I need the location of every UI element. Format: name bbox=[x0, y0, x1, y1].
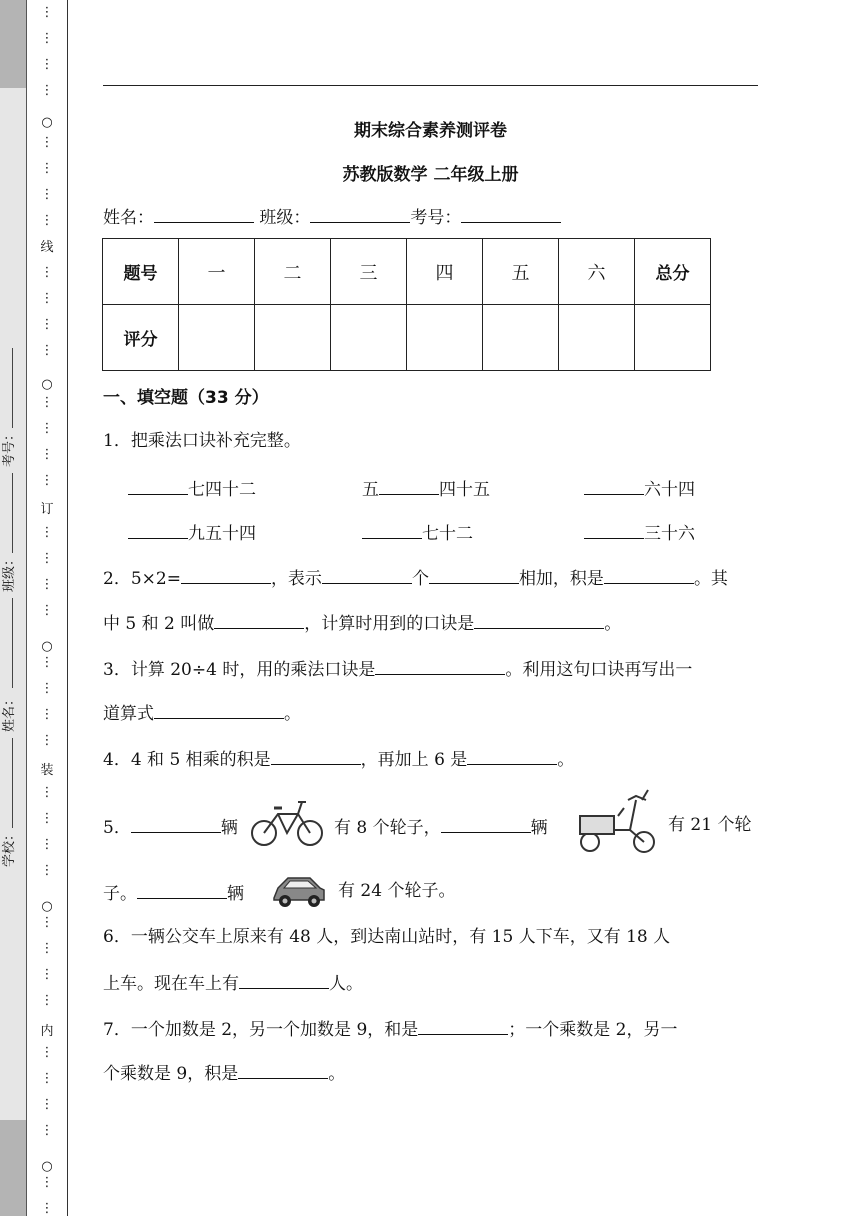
answer-blank[interactable] bbox=[604, 565, 694, 584]
seal-dots: ⋮ bbox=[40, 525, 54, 540]
seal-circle: ○ bbox=[41, 899, 53, 914]
seal-circle: ○ bbox=[41, 1159, 53, 1174]
seal-dots: ⋮ bbox=[40, 187, 54, 202]
q5-unit: 辆 bbox=[530, 818, 548, 838]
score-table-score-row bbox=[103, 305, 711, 371]
q2-text: 相加，积是 bbox=[518, 569, 604, 589]
class-blank[interactable] bbox=[310, 204, 410, 223]
question-1: 1．把乘法口诀补充完整。 bbox=[103, 431, 301, 451]
q7-text: 个乘数是 9，积是 bbox=[103, 1064, 239, 1084]
q2-text: 。 bbox=[604, 614, 622, 634]
exam-no-blank[interactable] bbox=[461, 204, 561, 223]
q5-unit: 辆 bbox=[227, 884, 244, 904]
question-5-part-5: 有 24 个轮子。 bbox=[338, 881, 456, 901]
seal-dots: ⋮ bbox=[40, 1097, 54, 1112]
seal-char-ding: 订 bbox=[40, 502, 54, 517]
seal-dots: ⋮ bbox=[40, 343, 54, 358]
answer-blank[interactable] bbox=[154, 700, 284, 719]
q6-text: 人。 bbox=[329, 974, 363, 994]
page-subtitle: 苏教版数学 二年级上册 bbox=[342, 165, 519, 185]
q1-item-text: 五 bbox=[362, 480, 379, 500]
seal-dots: ⋮ bbox=[40, 213, 54, 228]
seal-circle: ○ bbox=[41, 377, 53, 392]
score-row-label: 评分 bbox=[103, 305, 179, 371]
seal-dots: ⋮ bbox=[40, 967, 54, 982]
q2-text: ，计算时用到的口诀是 bbox=[304, 614, 475, 634]
q1-item-text: 六十四 bbox=[644, 480, 695, 500]
q1-item-1 bbox=[128, 476, 256, 501]
seal-dots: ⋮ bbox=[40, 941, 54, 956]
answer-blank[interactable] bbox=[474, 610, 604, 629]
q4-text: 4．4 和 5 相乘的积是 bbox=[103, 750, 271, 770]
seal-dots: ⋮ bbox=[40, 265, 54, 280]
binding-strip-bottom bbox=[0, 1120, 27, 1216]
binding-label-name: 姓名： bbox=[2, 692, 18, 733]
question-5-part-1 bbox=[103, 814, 238, 839]
seal-dots: ⋮ bbox=[40, 161, 54, 176]
question-3-line-1 bbox=[103, 656, 692, 681]
q5-text: 有 8 个轮子， bbox=[334, 818, 441, 838]
score-cell[interactable] bbox=[483, 305, 559, 371]
score-header-cell: 一 bbox=[179, 239, 255, 305]
score-header-cell: 题号 bbox=[103, 239, 179, 305]
question-5-part-3: 有 21 个轮 bbox=[668, 815, 752, 835]
name-blank[interactable] bbox=[154, 204, 254, 223]
binding-label-exam-no: 考号： bbox=[2, 427, 18, 468]
seal-dots: ⋮ bbox=[40, 577, 54, 592]
seal-circle: ○ bbox=[41, 115, 53, 130]
seal-dotted-line bbox=[36, 0, 58, 1216]
score-cell[interactable] bbox=[635, 305, 711, 371]
binding-line bbox=[12, 738, 13, 828]
q3-text: 3．计算 20÷4 时，用的乘法口诀是 bbox=[103, 660, 376, 680]
seal-dots: ⋮ bbox=[40, 1123, 54, 1138]
binding-label-class: 班级： bbox=[2, 552, 18, 593]
score-cell[interactable] bbox=[331, 305, 407, 371]
answer-blank[interactable] bbox=[379, 476, 439, 495]
seal-dots: ⋮ bbox=[40, 1045, 54, 1060]
name-label: 姓名： bbox=[103, 208, 154, 228]
section-title: 一、填空题（33 分） bbox=[103, 388, 269, 408]
q1-item-text: 七十二 bbox=[422, 524, 473, 544]
answer-blank[interactable] bbox=[418, 1016, 508, 1035]
answer-blank[interactable] bbox=[375, 656, 505, 675]
answer-blank[interactable] bbox=[271, 746, 361, 765]
q2-text: 中 5 和 2 叫做 bbox=[103, 614, 215, 634]
q1-item-text: 九五十四 bbox=[188, 524, 256, 544]
binding-strip-top bbox=[0, 0, 27, 88]
score-header-cell: 三 bbox=[331, 239, 407, 305]
question-7-line-2 bbox=[103, 1060, 345, 1085]
seal-dots: ⋮ bbox=[40, 811, 54, 826]
question-2-line-2 bbox=[103, 610, 621, 635]
q2-text: 个 bbox=[411, 569, 429, 589]
header-rule bbox=[103, 85, 758, 86]
q1-item-text: 三十六 bbox=[644, 524, 695, 544]
q2-text: 2．5×2= bbox=[103, 569, 181, 589]
q3-text: 。利用这句口诀再写出一 bbox=[505, 660, 693, 680]
answer-blank[interactable] bbox=[181, 565, 271, 584]
answer-blank[interactable] bbox=[238, 1060, 328, 1079]
seal-dots: ⋮ bbox=[40, 551, 54, 566]
seal-dots: ⋮ bbox=[40, 1071, 54, 1086]
score-table bbox=[102, 238, 711, 371]
answer-blank[interactable] bbox=[429, 565, 519, 584]
seal-dots: ⋮ bbox=[40, 681, 54, 696]
seal-dots: ⋮ bbox=[40, 1201, 54, 1216]
q3-text: 。 bbox=[284, 704, 301, 724]
seal-dots: ⋮ bbox=[40, 473, 54, 488]
seal-dots: ⋮ bbox=[40, 5, 54, 20]
car-icon bbox=[270, 870, 328, 912]
seal-dots: ⋮ bbox=[40, 655, 54, 670]
page-title: 期末综合素养测评卷 bbox=[354, 121, 507, 141]
seal-char-zhuang: 装 bbox=[40, 763, 54, 778]
tricycle-icon bbox=[574, 786, 660, 856]
q1-item-2 bbox=[362, 476, 490, 501]
q1-item-5 bbox=[362, 520, 473, 545]
q2-text: 。其 bbox=[693, 569, 728, 589]
answer-blank[interactable] bbox=[467, 746, 557, 765]
binding-line bbox=[12, 348, 13, 428]
answer-blank[interactable] bbox=[441, 814, 531, 833]
q1-item-text: 七四十二 bbox=[188, 480, 256, 500]
q1-item-text: 四十五 bbox=[439, 480, 490, 500]
seal-dots: ⋮ bbox=[40, 31, 54, 46]
score-cell[interactable] bbox=[407, 305, 483, 371]
binding-strip bbox=[0, 88, 27, 1120]
binding-line bbox=[12, 598, 13, 688]
score-header-cell: 五 bbox=[483, 239, 559, 305]
q3-text: 道算式 bbox=[103, 704, 154, 724]
bicycle-icon bbox=[250, 796, 324, 848]
score-header-cell: 总分 bbox=[635, 239, 711, 305]
seal-dots: ⋮ bbox=[40, 733, 54, 748]
seal-dots: ⋮ bbox=[40, 785, 54, 800]
seal-dots: ⋮ bbox=[40, 395, 54, 410]
score-table-header-row bbox=[103, 239, 711, 305]
score-cell[interactable] bbox=[255, 305, 331, 371]
q1-item-3 bbox=[584, 476, 695, 501]
question-5-part-2 bbox=[334, 814, 548, 839]
score-header-cell: 二 bbox=[255, 239, 331, 305]
q6-text: 上车。现在车上有 bbox=[103, 974, 239, 994]
binding-label-school: 学校： bbox=[2, 827, 18, 868]
answer-blank[interactable] bbox=[214, 610, 304, 629]
seal-dots: ⋮ bbox=[40, 421, 54, 436]
score-cell[interactable] bbox=[179, 305, 255, 371]
answer-blank[interactable] bbox=[322, 565, 412, 584]
score-header-cell: 四 bbox=[407, 239, 483, 305]
q1-item-4 bbox=[128, 520, 256, 545]
q7-text: 。 bbox=[328, 1064, 346, 1084]
answer-blank[interactable] bbox=[584, 476, 644, 495]
seal-dots: ⋮ bbox=[40, 1175, 54, 1190]
seal-circle: ○ bbox=[41, 639, 53, 654]
answer-blank[interactable] bbox=[128, 520, 188, 539]
exam-no-label: 考号： bbox=[410, 208, 462, 228]
answer-blank[interactable] bbox=[584, 520, 644, 539]
class-label: 班级： bbox=[259, 208, 311, 228]
answer-blank[interactable] bbox=[137, 880, 227, 899]
score-header-cell: 六 bbox=[559, 239, 635, 305]
question-3-line-2 bbox=[103, 700, 301, 725]
seal-dots: ⋮ bbox=[40, 135, 54, 150]
q7-text: ；一个乘数是 2，另一 bbox=[508, 1020, 678, 1040]
seal-dots: ⋮ bbox=[40, 447, 54, 462]
seal-dots: ⋮ bbox=[40, 603, 54, 618]
student-info-line bbox=[103, 204, 561, 229]
question-2-line-1 bbox=[103, 565, 728, 590]
question-4 bbox=[103, 746, 574, 771]
margin-line bbox=[67, 0, 68, 1216]
seal-dots: ⋮ bbox=[40, 993, 54, 1008]
answer-blank[interactable] bbox=[131, 814, 221, 833]
seal-dots: ⋮ bbox=[40, 915, 54, 930]
q7-text: 7．一个加数是 2，另一个加数是 9，和是 bbox=[103, 1020, 419, 1040]
answer-blank[interactable] bbox=[239, 970, 329, 989]
seal-char-xian: 线 bbox=[40, 240, 54, 255]
seal-dots: ⋮ bbox=[40, 57, 54, 72]
question-7-line-1 bbox=[103, 1016, 678, 1041]
seal-dots: ⋮ bbox=[40, 707, 54, 722]
seal-dots: ⋮ bbox=[40, 291, 54, 306]
question-5-part-4 bbox=[103, 880, 244, 905]
question-6-line-1: 6．一辆公交车上原来有 48 人，到达南山站时，有 15 人下车，又有 18 人 bbox=[103, 927, 671, 947]
seal-dots: ⋮ bbox=[40, 83, 54, 98]
q5-text: 5． bbox=[103, 818, 131, 838]
q1-item-6 bbox=[584, 520, 695, 545]
seal-dots: ⋮ bbox=[40, 317, 54, 332]
q4-text: 。 bbox=[557, 750, 575, 770]
q2-text: ，表示 bbox=[270, 569, 322, 589]
answer-blank[interactable] bbox=[128, 476, 188, 495]
seal-char-nei: 内 bbox=[40, 1024, 54, 1039]
question-6-line-2 bbox=[103, 970, 363, 995]
score-cell[interactable] bbox=[559, 305, 635, 371]
seal-dots: ⋮ bbox=[40, 837, 54, 852]
q4-text: ，再加上 6 是 bbox=[360, 750, 468, 770]
q5-text: 子。 bbox=[103, 884, 137, 904]
answer-blank[interactable] bbox=[362, 520, 422, 539]
q5-unit: 辆 bbox=[220, 818, 238, 838]
seal-dots: ⋮ bbox=[40, 863, 54, 878]
binding-line bbox=[12, 473, 13, 553]
